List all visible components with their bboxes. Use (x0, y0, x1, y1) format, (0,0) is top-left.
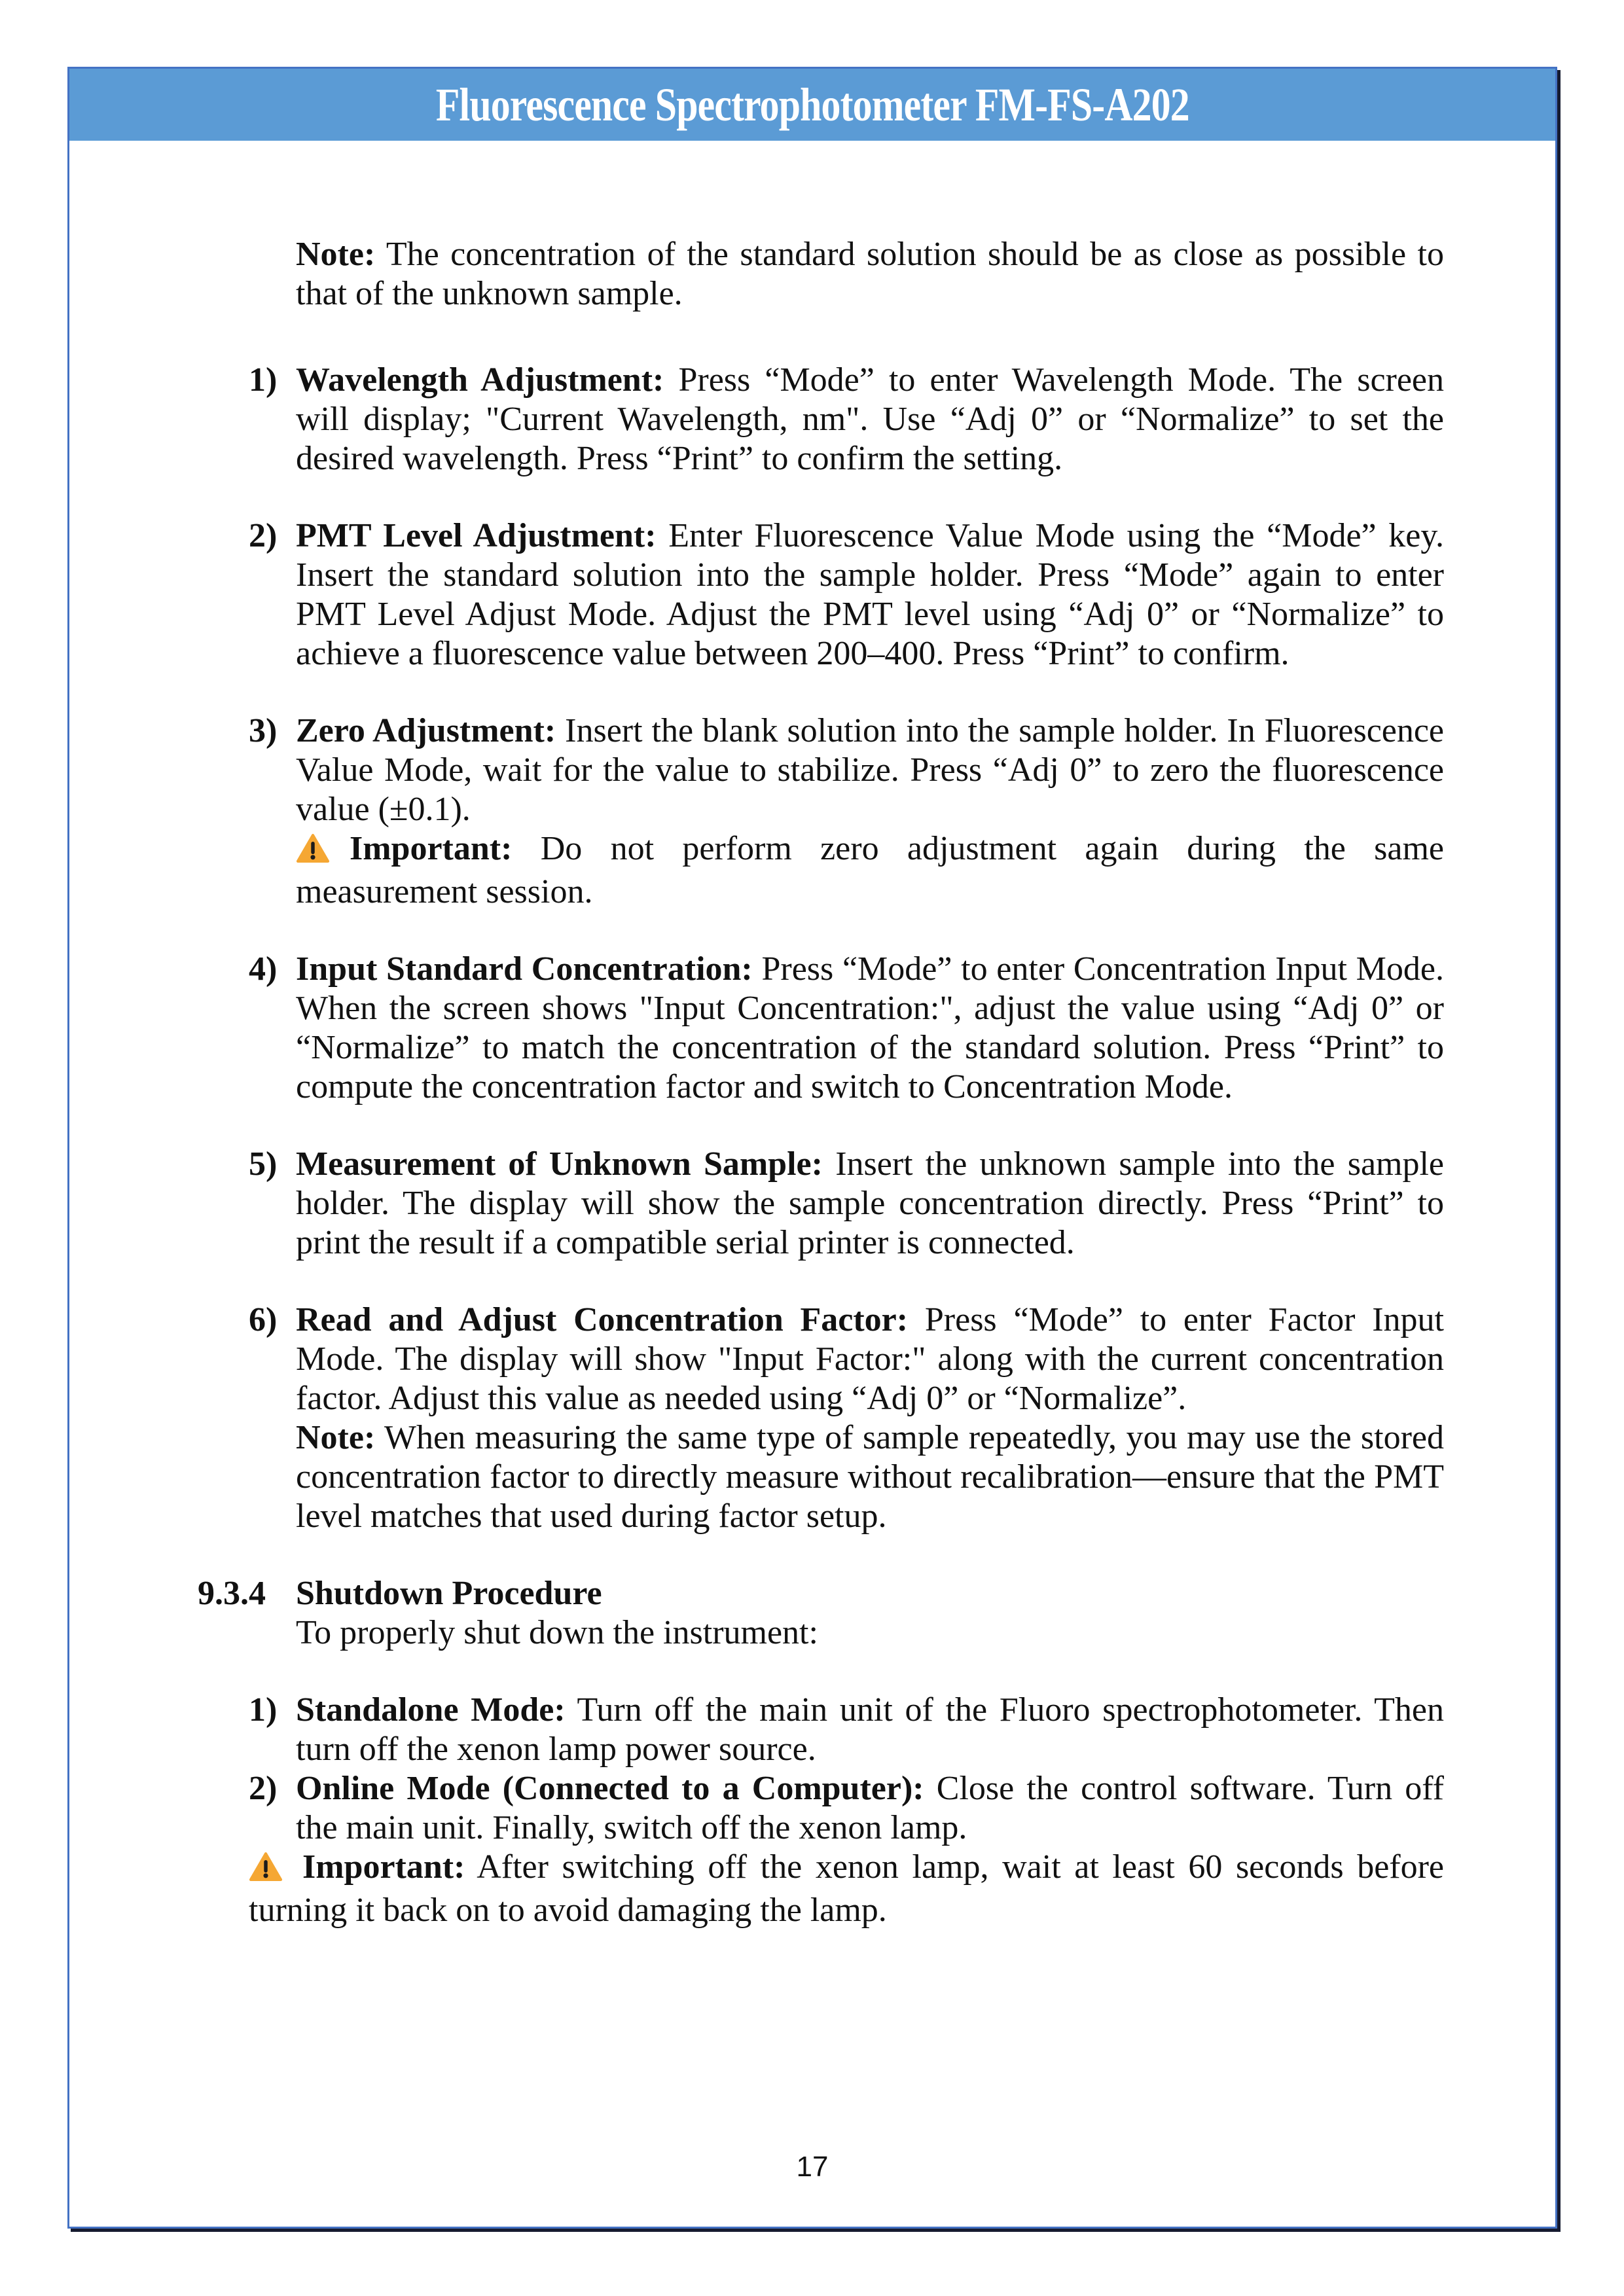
important-text: Do not perform zero adjustment again during the same measurement session. (296, 830, 1445, 910)
header-band (69, 69, 1555, 141)
item-text: Turn off the main unit of the Fluoro spectrophotometer. Then turn off the xenon lamp power source. (296, 1691, 1445, 1768)
item-text: Insert the blank solution into the sample holder. In Fluorescence Value Mode, wait for the value to stabilize. Press “Adj 0” to zero the fluorescence value (±0.1). (296, 712, 1445, 828)
note-lead: Note: (296, 236, 376, 273)
warning-icon (249, 1852, 283, 1891)
list-item-body (296, 516, 1444, 673)
list-item-number: 1) (249, 1691, 278, 1729)
list-item-number: 5) (249, 1145, 278, 1183)
important-lead: Important: (350, 830, 513, 867)
page-number: 17 (796, 2151, 829, 2183)
list-item-body (296, 711, 1444, 912)
warning-icon (296, 833, 330, 872)
item-lead: Zero Adjustment: (296, 712, 556, 749)
item-lead: PMT Level Adjustment: (296, 517, 657, 554)
item-lead: Wavelength Adjustment: (296, 361, 664, 399)
item-text: Insert the unknown sample into the sample holder. The display will show the sample concentration directly. Press “Print” to print the result if a compatible serial printer is connected. (296, 1145, 1445, 1261)
important-lead: Important: (302, 1848, 465, 1886)
item-text: Press “Mode” to enter Factor Input Mode. The display will show "Input Factor:" along with the current concentration factor. Adjust this value as needed using “Adj 0” or “Normalize”. (296, 1301, 1445, 1417)
list-item-number: 2) (249, 517, 278, 554)
list-item-read-adjust-factor (249, 1300, 1445, 1536)
list-item-number: 4) (249, 950, 278, 988)
list-item-body (296, 1145, 1444, 1263)
item-lead: Read and Adjust Concentration Factor: (296, 1301, 909, 1338)
item-note (296, 1418, 1444, 1536)
list-item-standalone-mode (249, 1691, 1445, 1769)
important-note-shutdown (249, 1848, 1444, 1930)
list-item-number: 6) (249, 1301, 278, 1338)
note-paragraph (296, 235, 1444, 314)
note-text: When measuring the same type of sample repeatedly, you may use the stored concentration factor to directly measure without recalibration—ensure that the PMT level matches that used during factor setup. (296, 1419, 1444, 1535)
list-item-measurement-unknown-sample (249, 1145, 1445, 1263)
section-number: 9.3.4 (198, 1575, 266, 1612)
note-text: The concentration of the standard solution should be as close as possible to that of the unknown sample. (296, 236, 1445, 312)
list-item-number: 3) (249, 712, 278, 749)
document-frame (67, 67, 1557, 2229)
section-intro: To properly shut down the instrument: (296, 1614, 818, 1651)
list-item-wavelength-adjustment (249, 361, 1444, 478)
item-lead: Input Standard Concentration: (296, 950, 753, 988)
item-text: Press “Mode” to enter Wavelength Mode. The screen will display; "Current Wavelength, nm". Use “Adj 0” or “Normalize” to set the desired wavelength. Press “Print” to confirm the setting. (296, 361, 1444, 477)
important-text: After switching off the xenon lamp, wait at least 60 seconds before turning it back on to avoid damaging the lamp. (249, 1848, 1444, 1929)
list-item-body (296, 1691, 1444, 1769)
list-item-zero-adjustment (249, 711, 1445, 912)
important-note (296, 829, 1444, 912)
list-item-number: 2) (249, 1770, 278, 1807)
item-lead: Standalone Mode: (296, 1691, 566, 1729)
list-item-body (296, 950, 1444, 1107)
item-lead: Online Mode (Connected to a Computer): (296, 1770, 924, 1807)
item-text: Close the control software. Turn off the main unit. Finally, switch off the xenon lamp. (296, 1770, 1444, 1846)
document-body (69, 141, 1555, 1930)
page-title: Fluorescence Spectrophotometer FM-FS-A202 (435, 78, 1189, 131)
list-item-online-mode (249, 1769, 1444, 1848)
item-text: Enter Fluorescence Value Mode using the “Mode” key. Insert the standard solution into the sample holder. Press “Mode” again to enter PMT Level Adjust Mode. Adjust the PMT level using “Adj 0” or “Normalize” to achieve a fluorescence value between 200–400. Press “Print” to confirm. (296, 517, 1444, 672)
item-lead: Measurement of Unknown Sample: (296, 1145, 823, 1183)
list-item-body (296, 1300, 1444, 1536)
list-item-number: 1) (249, 361, 278, 399)
list-item-body (296, 361, 1444, 478)
list-item-input-standard-concentration (249, 950, 1444, 1107)
list-item-body (296, 1769, 1444, 1848)
section-title: Shutdown Procedure (296, 1575, 602, 1612)
list-item-pmt-level-adjustment (249, 516, 1444, 673)
item-text: Press “Mode” to enter Concentration Input Mode. When the screen shows "Input Concentration:", adjust the value using “Adj 0” or “Normalize” to match the concentration of the standard solution. Press “Print” to compute the concentration factor and switch to Concentration Mode. (296, 950, 1444, 1105)
note-lead: Note: (296, 1419, 376, 1456)
section-heading-shutdown-procedure (198, 1574, 1444, 1653)
